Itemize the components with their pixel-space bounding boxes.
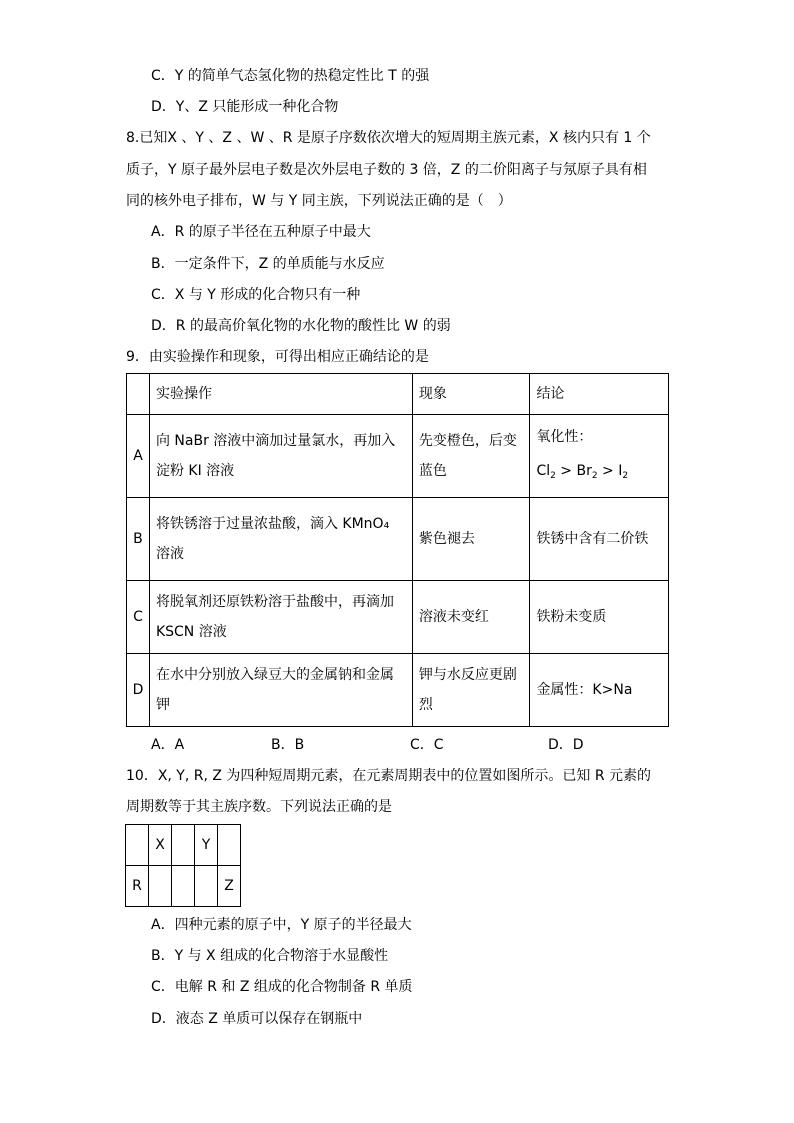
periodic-cell (195, 866, 218, 907)
periodic-row-1 (126, 825, 241, 866)
periodic-cell (172, 866, 195, 907)
row-operation: 在水中分别放入绿豆大的金属钠和金属钾 (149, 654, 412, 727)
q8-option-c: C．X 与 Y 形成的化合物只有一种 (151, 287, 361, 303)
table-row (127, 581, 669, 654)
q9-stem: 9．由实验操作和现象，可得出相应正确结论的是 (126, 349, 429, 365)
oxidation-formula: $Cl_2 > Br_2 > I_2$ (536, 462, 629, 481)
row-label: B (127, 498, 150, 581)
q9-options (151, 735, 711, 755)
periodic-cell (218, 825, 241, 866)
q9-option-d: D．D (548, 737, 584, 753)
periodic-cell (172, 825, 195, 866)
table-row (127, 498, 669, 581)
row-conclusion: 金属性：K>Na (530, 654, 669, 727)
q10-option-d: D．液态 Z 单质可以保存在钢瓶中 (151, 1011, 363, 1027)
q9-option-b: B．B (271, 737, 305, 753)
q9-option-c: C．C (410, 737, 444, 753)
row-operation: 将脱氧剂还原铁粉溶于盐酸中，再滴加 KSCN 溶液 (149, 581, 412, 654)
q9-option-a: A．A (151, 737, 185, 753)
periodic-cell (126, 825, 149, 866)
periodic-cell-x: X (149, 825, 172, 866)
q10-option-b: B．Y 与 X 组成的化合物溶于水显酸性 (151, 948, 389, 964)
q10-stem-line1: 10．X, Y, R, Z 为四种短周期元素，在元素周期表中的位置如图所示。已知 R 元素的 (126, 768, 652, 784)
row-operation: 将铁锈溶于过量浓盐酸，滴入 KMnO₄ 溶液 (149, 498, 412, 581)
row-phenomenon: 溶液未变红 (412, 581, 530, 654)
row-phenomenon: 钾与水反应更剧烈 (412, 654, 530, 727)
q10-option-a: A．四种元素的原子中，Y 原子的半径最大 (151, 917, 412, 933)
header-phenomenon: 现象 (412, 374, 530, 415)
q8-option-d: D．R 的最高价氧化物的水化物的酸性比 W 的弱 (151, 318, 451, 334)
row-conclusion: 铁锈中含有二价铁 (530, 498, 669, 581)
periodic-cell-z: Z (218, 866, 241, 907)
table-header-row (127, 374, 669, 415)
table-row (127, 654, 669, 727)
periodic-cell-y: Y (195, 825, 218, 866)
header-operation: 实验操作 (149, 374, 412, 415)
row-label: A (127, 415, 150, 498)
row-phenomenon: 紫色褪去 (412, 498, 530, 581)
header-conclusion: 结论 (530, 374, 669, 415)
row-operation: 向 NaBr 溶液中滴加过量氯水，再加入淀粉 KI 溶液 (149, 415, 412, 498)
row-conclusion (530, 415, 669, 498)
periodic-table-fragment (125, 824, 241, 907)
table-row (127, 415, 669, 498)
q7-option-c: C．Y 的简单气态氢化物的热稳定性比 T 的强 (151, 68, 430, 84)
q10-stem-line2: 周期数等于其主族序数。下列说法正确的是 (126, 799, 392, 815)
row-label: C (127, 581, 150, 654)
periodic-cell-r: R (126, 866, 149, 907)
q8-stem-line1: 8.已知X 、Y 、Z 、W 、R 是原子序数依次增大的短周期主族元素，X 核内只有 1 个 (126, 130, 651, 146)
q8-option-a: A．R 的原子半径在五种原子中最大 (151, 224, 371, 240)
row-conclusion: 铁粉未变质 (530, 581, 669, 654)
periodic-cell (149, 866, 172, 907)
conclusion-text: 氧化性： (536, 428, 593, 445)
row-label: D (127, 654, 150, 727)
q9-experiment-table (126, 373, 669, 727)
header-label-cell (127, 374, 150, 415)
q10-option-c: C．电解 R 和 Z 组成的化合物制备 R 单质 (151, 979, 413, 995)
q8-stem-line2: 质子，Y 原子最外层电子数是次外层电子数的 3 倍，Z 的二价阳离子与氖原子具有相 (126, 162, 647, 178)
row-phenomenon: 先变橙色，后变蓝色 (412, 415, 530, 498)
q8-stem-line3: 同的核外电子排布，W 与 Y 同主族，下列说法正确的是（ ） (126, 193, 512, 209)
q7-option-d: D．Y、Z 只能形成一种化合物 (151, 99, 339, 115)
q8-option-b: B．一定条件下，Z 的单质能与水反应 (151, 256, 385, 272)
periodic-row-2 (126, 866, 241, 907)
